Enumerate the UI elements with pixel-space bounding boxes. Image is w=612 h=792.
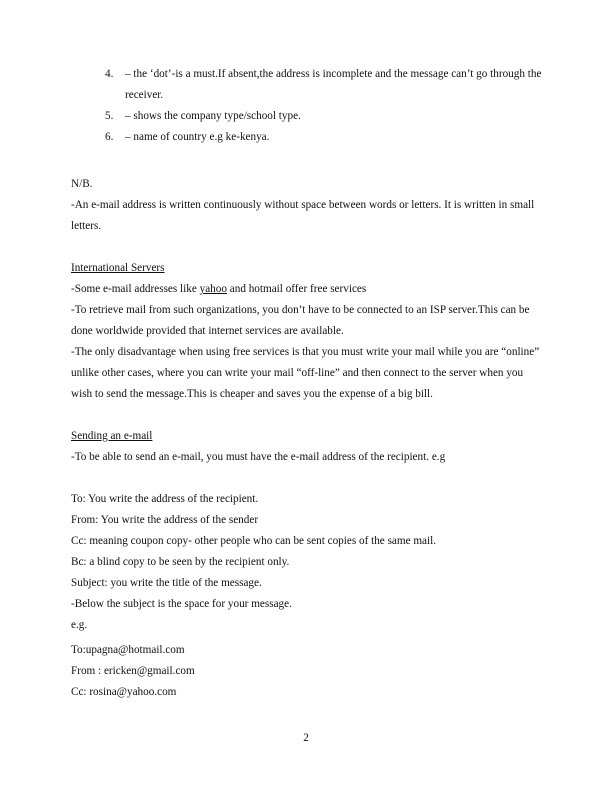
field-to: To: You write the address of the recipient. (71, 493, 259, 505)
field-message-note: -Below the subject is the space for your message. (71, 598, 292, 610)
servers-line1 (71, 279, 546, 300)
list-text: – the ‘dot’-is a must.If absent,the address is incomplete and the message can’t go through the receiver. (125, 68, 542, 101)
list-number: 6. (105, 131, 114, 143)
numbered-list (105, 64, 545, 148)
sending-intro: -To be able to send an e-mail, you must have the e-mail address of the recipient. e.g (71, 451, 446, 463)
list-item (105, 127, 545, 148)
servers-line1-pre: -Some e-mail addresses like (71, 283, 200, 295)
field-cc: Cc: meaning coupon copy- other people who can be sent copies of the same mail. (71, 535, 437, 547)
servers-line1-post: and hotmail offer free services (226, 283, 367, 295)
servers-para3: -The only disadvantage when using free services is that you must write your mail while you are “online” unlike other cases, where you can write your mail “off-line” and then connect to the server when you wish to send the message.This is cheaper and saves you the expense of a big bill. (71, 346, 540, 400)
page-number: 2 (303, 732, 309, 744)
nb-heading: N/B. (71, 178, 93, 190)
field-subject: Subject: you write the title of the message. (71, 577, 262, 589)
yahoo-link[interactable]: yahoo (199, 283, 227, 295)
example-to: To:upagna@hotmail.com (71, 644, 185, 656)
list-item (105, 64, 545, 106)
field-bc: Bc: a blind copy to be seen by the recipient only. (71, 556, 290, 568)
list-item (105, 106, 545, 127)
list-number: 5. (105, 110, 114, 122)
field-eg: e.g. (71, 619, 88, 631)
example-cc: Cc: rosina@yahoo.com (71, 686, 177, 698)
list-text: – name of country e.g ke-kenya. (125, 131, 270, 143)
document-body (71, 174, 546, 703)
sending-heading: Sending an e-mail (71, 430, 153, 442)
field-from: From: You write the address of the sender (71, 514, 259, 526)
servers-para2: -To retrieve mail from such organizations, you don’t have to be connected to an ISP server.This can be done worldwide provided that internet services are available. (71, 304, 530, 337)
nb-text: -An e-mail address is written continuously without space between words or letters. It is written in small letters. (71, 199, 535, 232)
example-from: From : ericken@gmail.com (71, 665, 195, 677)
list-text: – shows the company type/school type. (125, 110, 301, 122)
servers-heading: International Servers (71, 262, 165, 274)
list-number: 4. (105, 68, 114, 80)
